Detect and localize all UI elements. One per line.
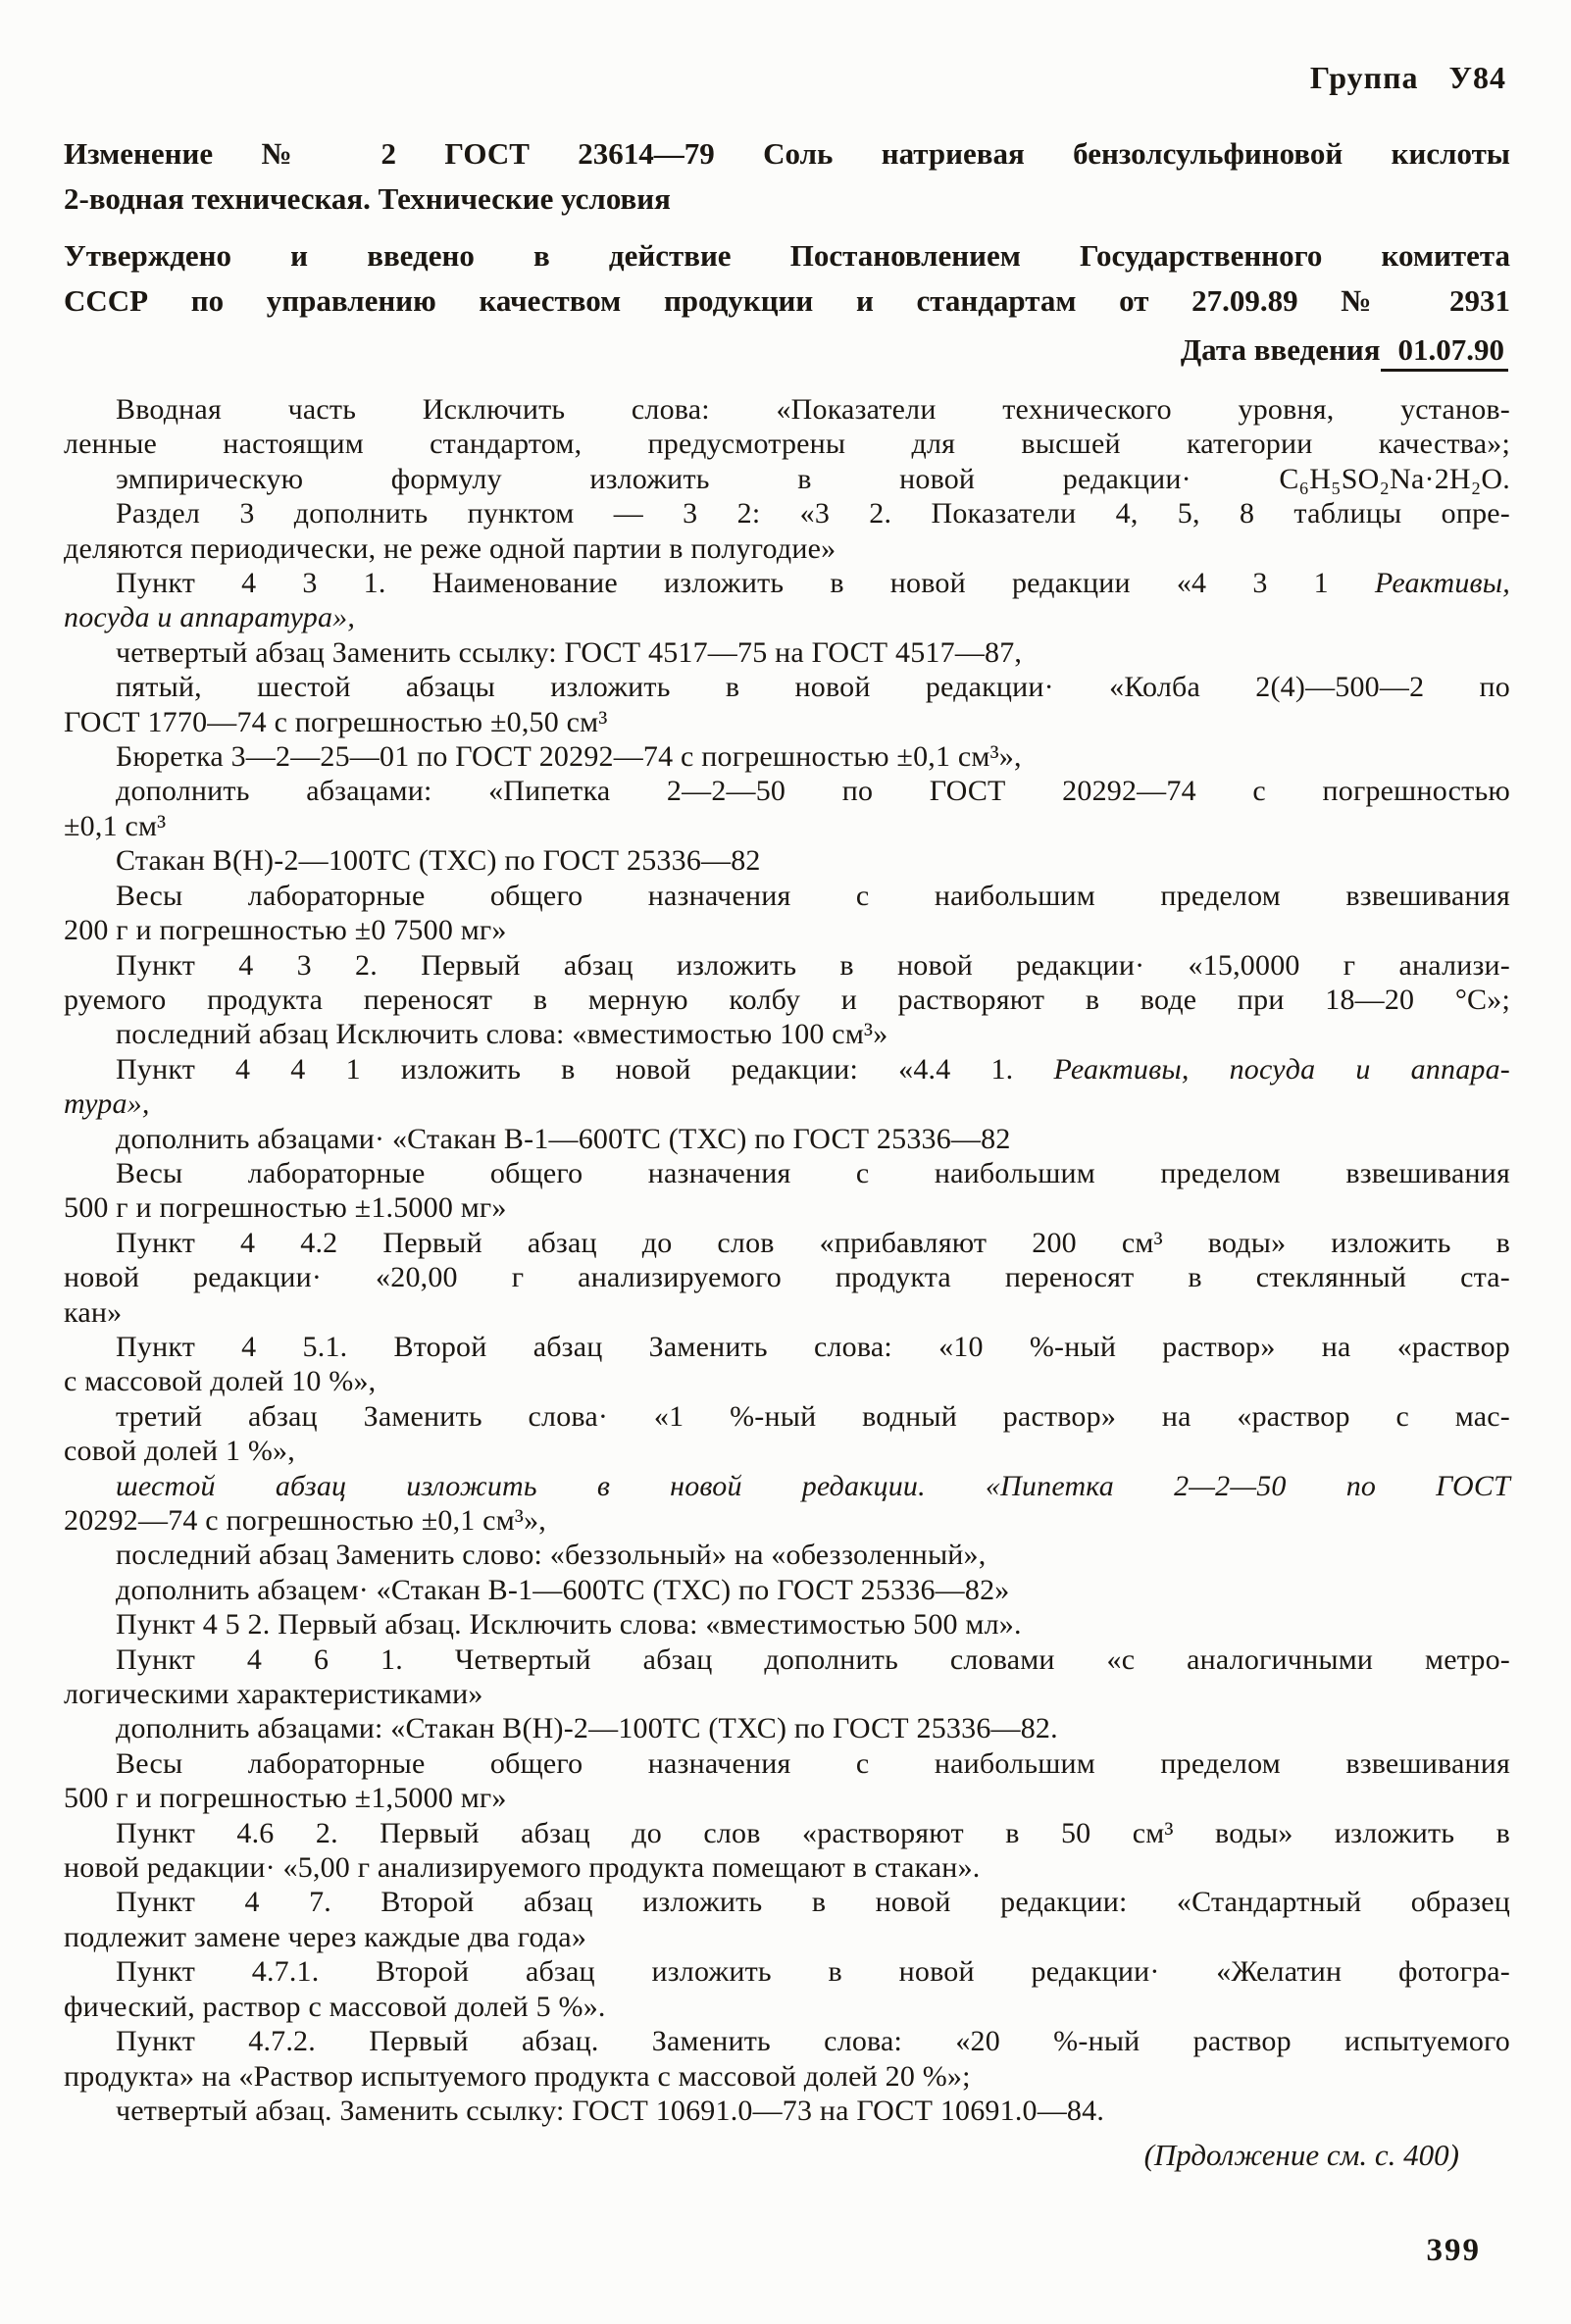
text-run: 500 г и погрешностью ±1,5000 мг» (64, 1782, 507, 1815)
text-run: пятый, шестой абзацы изложить в новой редакции· «Колба 2(4)—500—2 по (116, 671, 1510, 704)
document-title (64, 131, 1510, 222)
text-run: совой долей 1 %», (64, 1435, 295, 1468)
text-line (64, 1607, 1510, 1642)
paragraph (64, 635, 1510, 670)
text-run: логическими характеристиками» (64, 1678, 483, 1711)
text-line (64, 278, 1510, 324)
paragraph (64, 1816, 1510, 1886)
paragraph (64, 1711, 1510, 1745)
paragraph (64, 948, 1510, 1018)
text-line (64, 1642, 1510, 1677)
text-line (64, 1017, 1510, 1051)
text-line (64, 774, 1510, 808)
paragraph (64, 1330, 1510, 1399)
text-run: дополнить абзацами: «Пипетка 2—2—50 по ГОСТ 20292—74 с погрешностью (116, 775, 1510, 808)
text-line (64, 1190, 1510, 1225)
approval-statement (64, 233, 1510, 324)
paragraph (64, 1642, 1510, 1712)
text-run: четвертый абзац. Заменить ссылку: ГОСТ 10691.0—73 на ГОСТ 10691.0—84. (116, 2094, 1105, 2127)
document-body (64, 392, 1510, 2128)
text-line (64, 2094, 1510, 2128)
paragraph (64, 1017, 1510, 1051)
text-line (64, 1538, 1510, 1572)
text-line (64, 1920, 1510, 1954)
text-line (64, 1850, 1510, 1885)
paragraph (64, 1885, 1510, 1954)
text-line (64, 809, 1510, 843)
italic-run: тура», (64, 1087, 150, 1121)
page-number: 399 (1426, 2233, 1481, 2268)
text-run: фический, раствор с массовой долей 5 %». (64, 1990, 606, 2023)
text-run: ±0,1 см³ (64, 809, 167, 842)
paragraph (64, 1122, 1510, 1156)
text-run: Пункт 4 4.2 Первый абзац до слов «прибавляют 200 см³ воды» изложить в (116, 1226, 1510, 1259)
text-run: Стакан В(Н)-2—100ТС (ТХС) по ГОСТ 25336—82 (116, 844, 761, 878)
italic-run: Реактивы, (1374, 567, 1510, 600)
paragraph (64, 1469, 1510, 1539)
text-run: Бюретка 3—2—25—01 по ГОСТ 20292—74 с погрешностью ±0,1 см³», (116, 740, 1022, 774)
text-run: 200 г и погрешностью ±0 7500 мг» (64, 914, 507, 947)
text-run: дополнить абзацем· «Стакан В-1—600ТС (ТХС) по ГОСТ 25336—82» (116, 1573, 1010, 1606)
text-run: Пункт 4 3 2. Первый абзац изложить в новой редакции· «15,0000 г анализи- (116, 948, 1510, 982)
text-run: Пункт 4 3 1. Наименование изложить в новой редакции «4 3 1 (116, 567, 1375, 600)
group-label: Группа У84 (1309, 60, 1506, 95)
date-label: Дата введения (1180, 332, 1381, 367)
text-run: руемого продукта переносят в мерную колбу и растворяют в воде при 18—20 °С»; (64, 983, 1510, 1016)
text-line (64, 427, 1510, 461)
text-line (64, 843, 1510, 878)
paragraph (64, 1954, 1510, 2024)
text-line (64, 913, 1510, 947)
paragraph (64, 1607, 1510, 1642)
text-run: Пункт 4 5 2. Первый абзац. Исключить слова: «вместимостью 500 мл». (116, 1608, 1022, 1642)
text-run: Раздел 3 дополнить пунктом — 3 2: «3 2. Показатели 4, 5, 8 таблицы опре- (116, 497, 1510, 530)
text-line (64, 531, 1510, 566)
paragraph (64, 2094, 1510, 2128)
text-run: третий абзац Заменить слова· «1 %-ный водный раствор» на «раствор с мас- (116, 1399, 1510, 1433)
text-run: Пункт 4.6 2. Первый абзац до слов «растворяют в 50 см³ воды» изложить в (116, 1816, 1510, 1849)
paragraph (64, 392, 1510, 462)
text-line (64, 1885, 1510, 1919)
text-run: четвертый абзац Заменить ссылку: ГОСТ 4517—75 на ГОСТ 4517—87, (116, 635, 1023, 669)
text-line (64, 1990, 1510, 2024)
text-run: последний абзац Исключить слова: «вместимостью 100 см³» (116, 1018, 888, 1051)
text-line (64, 1330, 1510, 1364)
text-line (64, 1122, 1510, 1156)
text-line (64, 1469, 1510, 1503)
italic-run: посуда и аппаратура», (64, 601, 356, 634)
text-run: новой редакции· «5,00 г анализируемого продукта помещают в стакан». (64, 1851, 981, 1885)
text-line (64, 879, 1510, 913)
text-line (64, 177, 1510, 222)
text-line (64, 2024, 1510, 2058)
text-line (64, 1086, 1510, 1121)
paragraph (64, 1573, 1510, 1607)
text-run: кан» (64, 1295, 123, 1329)
paragraph (64, 1538, 1510, 1572)
text-run: деляются периодически, не реже одной партии в полугодие» (64, 531, 836, 565)
text-line (64, 948, 1510, 983)
continuation-note: (Прдолжение см. с. 400) (1143, 2138, 1459, 2173)
text-run: новой редакции· «20,00 г анализируемого продукта переносят в стеклянный ста- (64, 1261, 1510, 1294)
text-line (64, 2059, 1510, 2094)
text-line (64, 1434, 1510, 1468)
text-line (64, 1677, 1510, 1711)
introduction-date-line (64, 329, 1510, 371)
text-run: Пункт 4 4 1 изложить в новой редакции: «4.4 1. (116, 1052, 1054, 1086)
text-run: ГОСТ 1770—74 с погрешностью ±0,50 см³ (64, 705, 608, 738)
text-run: с массовой долей 10 %», (64, 1365, 377, 1398)
paragraph (64, 1399, 1510, 1469)
text-line (64, 705, 1510, 739)
text-run: Пункт 4.7.2. Первый абзац. Заменить слова: «20 %-ный раствор испытуемого (116, 2025, 1510, 2058)
text-run: дополнить абзацами· «Стакан В-1—600ТС (ТХС) по ГОСТ 25336—82 (116, 1122, 1011, 1155)
text-run: дополнить абзацами: «Стакан В(Н)-2—100ТС (ТХС) по ГОСТ 25336—82. (116, 1712, 1058, 1745)
italic-run: шестой абзац изложить в новой редакции. «Пипетка 2—2—50 по ГОСТ (116, 1469, 1510, 1502)
text-line (64, 1816, 1510, 1850)
paragraph (64, 1156, 1510, 1226)
text-run: последний абзац Заменить слово: «беззольный» на «обеззоленный», (116, 1539, 987, 1572)
text-line (64, 1954, 1510, 1989)
text-line (64, 1364, 1510, 1398)
text-line (64, 233, 1510, 278)
text-line (64, 1295, 1510, 1330)
text-line (64, 1781, 1510, 1815)
text-run: Утверждено и введено в действие Постановлением Государственного комитета (64, 238, 1510, 273)
text-run: Вводная часть Исключить слова: «Показатели технического уровня, установ- (116, 393, 1510, 426)
text-line (64, 670, 1510, 704)
text-run: СССР по управлению качеством продукции и стандартам от 27.09.89 № 2931 (64, 283, 1510, 318)
text-line (64, 1052, 1510, 1086)
italic-run: Реактивы, посуда и аппара- (1053, 1052, 1510, 1086)
paragraph (64, 879, 1510, 948)
text-line (64, 1399, 1510, 1434)
text-line (64, 566, 1510, 600)
text-line (64, 1503, 1510, 1538)
paragraph (64, 843, 1510, 878)
text-run: Пункт 4 7. Второй абзац изложить в новой редакции: «Стандартный образец (116, 1886, 1510, 1919)
text-line (64, 131, 1510, 177)
paragraph (64, 2024, 1510, 2094)
text-line (64, 600, 1510, 634)
text-run: Весы лабораторные общего назначения с наибольшим пределом взвешивания (116, 1746, 1510, 1780)
paragraph (64, 462, 1510, 496)
text-run: Пункт 4 5.1. Второй абзац Заменить слова: «10 %-ный раствор» на «раствор (116, 1330, 1510, 1363)
paragraph (64, 670, 1510, 739)
text-run: Пункт 4 6 1. Четвертый абзац дополнить словами «с аналогичными метро- (116, 1642, 1510, 1676)
paragraph (64, 774, 1510, 843)
text-run: ленные настоящим стандартом, предусмотрены для высшей категории качества»; (64, 428, 1510, 461)
text-line (64, 1746, 1510, 1781)
text-run: Весы лабораторные общего назначения с наибольшим пределом взвешивания (116, 879, 1510, 912)
paragraph (64, 1226, 1510, 1330)
text-line (64, 635, 1510, 670)
text-run: эмпирическую формулу изложить в новой редакции· C₆H₅SO₂Na·2H₂O. (116, 462, 1510, 495)
text-line (64, 739, 1510, 774)
paragraph (64, 566, 1510, 635)
text-run: подлежит замене через каждые два года» (64, 1920, 587, 1953)
text-line (64, 462, 1510, 496)
text-line (64, 1711, 1510, 1745)
paragraph (64, 1746, 1510, 1816)
text-run: Весы лабораторные общего назначения с наибольшим пределом взвешивания (116, 1156, 1510, 1189)
text-run: 500 г и погрешностью ±1.5000 мг» (64, 1191, 507, 1225)
text-line (64, 1260, 1510, 1294)
text-run: Изменение № 2 ГОСТ 23614—79 Соль натриевая бензолсульфиновой кислоты (64, 136, 1510, 171)
date-value: 01.07.90 (1381, 332, 1509, 372)
text-line (64, 1226, 1510, 1260)
text-line (64, 392, 1510, 427)
paragraph (64, 739, 1510, 774)
text-line (64, 1156, 1510, 1190)
text-line (64, 983, 1510, 1017)
text-line (64, 496, 1510, 530)
text-run: Пункт 4.7.1. Второй абзац изложить в новой редакции· «Желатин фотогра- (116, 1955, 1510, 1989)
paragraph (64, 1052, 1510, 1122)
paragraph (64, 496, 1510, 566)
text-run: продукта» на «Раствор испытуемого продукта с массовой долей 20 %»; (64, 2059, 971, 2093)
text-line (64, 1573, 1510, 1607)
text-run: 20292—74 с погрешностью ±0,1 см³», (64, 1504, 546, 1537)
text-run: 2-водная техническая. Технические условия (64, 181, 671, 216)
